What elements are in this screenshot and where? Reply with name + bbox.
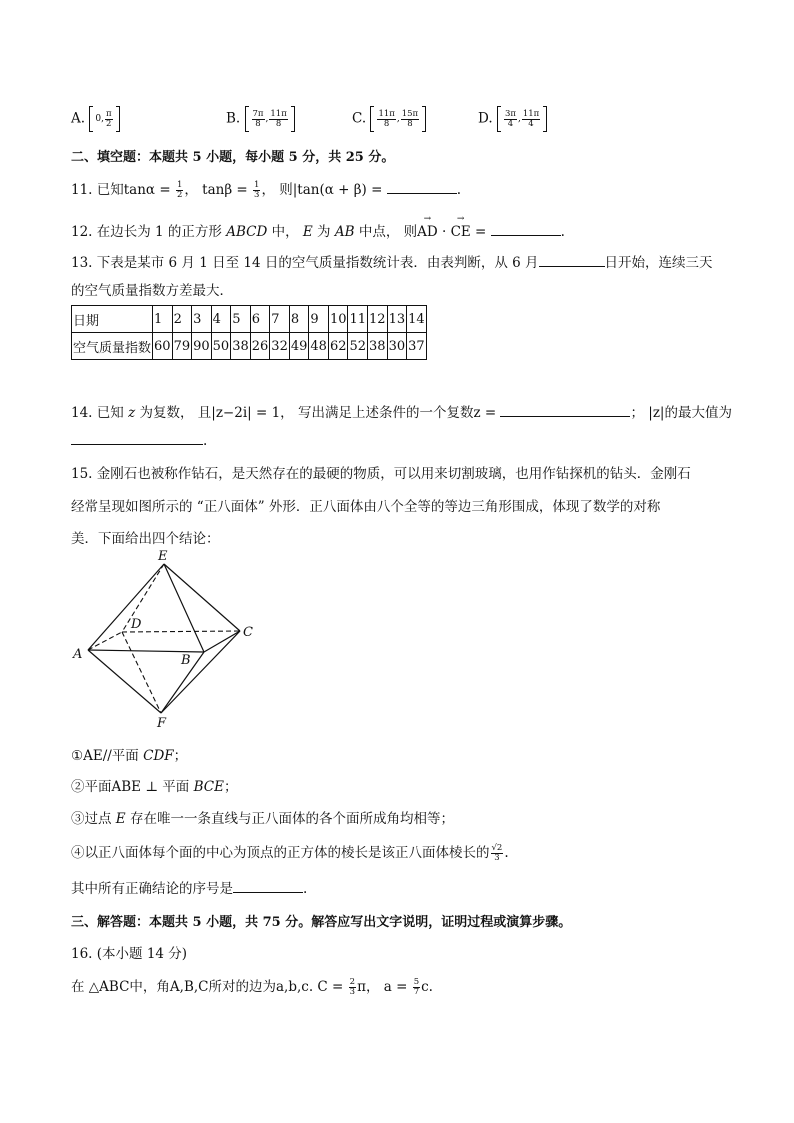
answer-blank [71, 430, 203, 445]
table-cell: 3 [192, 306, 212, 333]
table-cell: 60 [153, 333, 173, 360]
table-cell: 4 [211, 306, 231, 333]
table-header-cell: 日期 [72, 306, 153, 333]
interval-b: $\frac{7\pi}{8}$ , $\frac{11\pi}{8}$ [245, 106, 295, 132]
option-b: B. $\frac{7\pi}{8}$ , $\frac{11\pi}{8}$ [226, 106, 295, 132]
vertex-label-f: F [157, 716, 167, 731]
edge-df [122, 632, 161, 713]
table-cell: 37 [407, 333, 427, 360]
vertex-label-a: A [73, 647, 83, 662]
table-row [72, 306, 427, 333]
table-cell: 7 [270, 306, 290, 333]
table-cell: 50 [211, 333, 231, 360]
table-cell: 30 [387, 333, 407, 360]
section-3-title: 三、解答题：本题共 5 小题，共 75 分。解答应写出文字说明，证明过程或演算步骤。 [71, 915, 572, 930]
table-cell: 11 [348, 306, 368, 333]
table-cell: 9 [309, 306, 329, 333]
vertex-label-c: C [243, 625, 253, 640]
question-12: 12. 在边长为 1 的正方形 ABCD 中， E 为 AB 中点， 则→ AD · → CE = . [71, 220, 565, 240]
edge-ed [122, 564, 164, 632]
edge-af [88, 650, 161, 713]
vector-ad: → AD [417, 224, 438, 240]
edge-ab [88, 650, 204, 652]
answer-blank [387, 179, 457, 194]
question-16-heading: 16. (本小题 14 分) [71, 946, 188, 962]
edge-ad [88, 632, 122, 650]
answer-blank [491, 221, 561, 236]
vector-ce: → CE [451, 224, 471, 240]
interval-a: 0, $\frac{\pi}{2}$ [89, 106, 119, 132]
table-cell: 48 [309, 333, 329, 360]
edge-ec [164, 564, 240, 631]
table-cell: 79 [172, 333, 192, 360]
option-c: C. $\frac{11\pi}{8}$ , $\frac{15\pi}{8}$ [352, 106, 426, 132]
question-14: 14. 已知 z 为复数， 且|z−2i| = 1， 写出满足上述条件的一个复数z = ； |z|的最大值为 [71, 401, 732, 421]
question-16-body: 在 △ABC中，角A,B,C所对的边为a,b,c. C = $\frac{2}{3}$ π， a = $\frac{5}{7}$ c. [71, 977, 433, 997]
answer-blank [500, 402, 630, 417]
interval-c: $\frac{11\pi}{8}$ , $\frac{15\pi}{8}$ [370, 106, 426, 132]
vertex-label-e: E [158, 549, 168, 564]
table-cell: 6 [250, 306, 270, 333]
table-cell: 10 [328, 306, 348, 333]
table-cell: 38 [231, 333, 251, 360]
question-15-line3: 美．下面给出四个结论： [71, 531, 220, 547]
table-cell: 5 [231, 306, 251, 333]
question-15-line1: 15. 金刚石也被称作钻石，是天然存在的最硬的物质，可以用来切割玻璃，也用作钻探机的钻头．金刚石 [71, 466, 691, 482]
table-cell: 1 [153, 306, 173, 333]
edge-eb [164, 564, 204, 652]
table-cell: 2 [172, 306, 192, 333]
interval-d: $\frac{3\pi}{4}$ , $\frac{11\pi}{4}$ [497, 106, 547, 132]
vertex-label-b: B [181, 653, 191, 668]
conclusion-4: ④以正八面体每个面的中心为顶点的正方体的棱长是该正八面体棱长的 $\frac{√2}{3}$ . [71, 843, 509, 863]
conclusion-1: ①AE//平面 CDF； [71, 748, 188, 764]
option-d: D. $\frac{3\pi}{4}$ , $\frac{11\pi}{4}$ [478, 106, 547, 132]
answer-blank [539, 252, 605, 267]
question-13-line2: 的空气质量指数方差最大． [71, 283, 233, 299]
question-11: 11. 已知tanα = $\frac{1}{2}$ ， tanβ = $\frac{1}{3}$ ， 则|tan(α + β) = . [71, 180, 462, 200]
table-cell: 13 [387, 306, 407, 333]
question-14-line2: . [71, 430, 207, 449]
table-cell: 26 [250, 333, 270, 360]
table-row [72, 333, 427, 360]
conclusion-2: ②平面ABE ⊥ 平面 BCE； [71, 779, 238, 795]
section-2-title: 二、填空题：本题共 5 小题，每小题 5 分，共 25 分。 [71, 150, 395, 165]
answer-blank [233, 878, 303, 893]
question-13: 13. 下表是某市 6 月 1 日至 14 日的空气质量指数统计表．由表判断，从 6 月 日开始，连续三天 [71, 251, 713, 271]
table-cell: 90 [192, 333, 212, 360]
conclusion-3: ③过点 E 存在唯一一条直线与正八面体的各个面所成角均相等； [71, 811, 454, 827]
table-cell: 32 [270, 333, 290, 360]
aqi-table [71, 305, 427, 360]
vertex-label-d: D [131, 617, 142, 632]
table-cell: 52 [348, 333, 368, 360]
question-15-line2: 经常呈现如图所示的 “正八面体” 外形．正八面体由八个全等的等边三角形围成，体现了数学的对称 [71, 499, 661, 515]
option-a: A. 0, $\frac{\pi}{2}$ [71, 106, 120, 132]
table-cell: 62 [328, 333, 348, 360]
table-cell: 38 [368, 333, 388, 360]
edge-ea [88, 564, 164, 650]
table-cell: 49 [289, 333, 309, 360]
table-cell: 14 [407, 306, 427, 333]
table-cell: 8 [289, 306, 309, 333]
table-cell: 12 [368, 306, 388, 333]
table-header-cell: 空气质量指数 [72, 333, 153, 360]
octahedron-figure [60, 548, 270, 733]
answer-prompt: 其中所有正确结论的序号是 . [71, 877, 307, 897]
